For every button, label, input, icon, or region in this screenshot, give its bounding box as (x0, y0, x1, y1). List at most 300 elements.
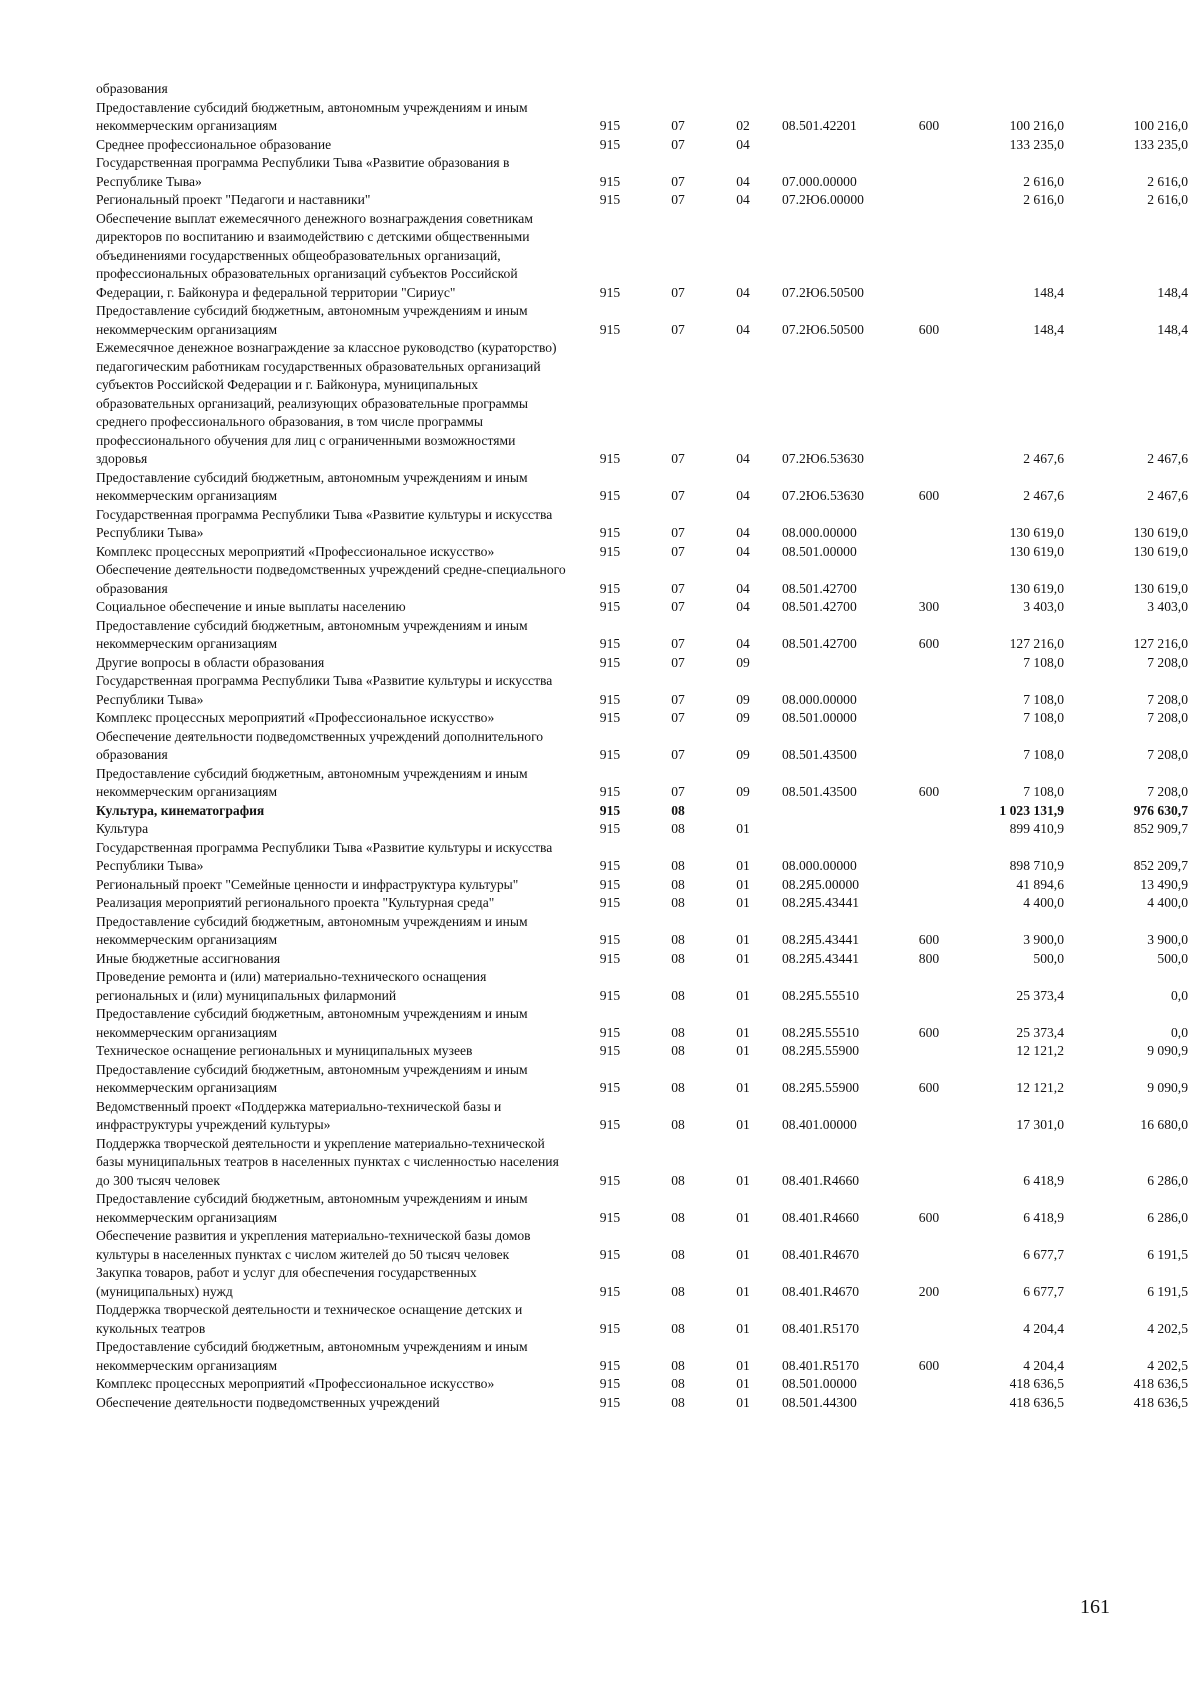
table-row (96, 968, 1188, 1005)
ved-code-cell: 915 (599, 691, 621, 707)
subsection-code-cell: 04 (736, 173, 750, 189)
sum-first-year-cell: 12 121,2 (1016, 1080, 1064, 1095)
sum-second-year-cell: 2 467,6 (1147, 488, 1188, 503)
ved-code-cell: 915 (599, 1357, 621, 1373)
section-code-cell: 07 (671, 321, 685, 337)
row-name-cell: Реализация мероприятий регионального проекта "Культурная среда" (96, 895, 495, 910)
table-row (96, 1338, 1188, 1375)
sum-first-year-cell: 3 900,0 (1023, 932, 1064, 947)
row-name-cell: Поддержка творческой деятельности и техническое оснащение детских и кукольных театров (96, 1302, 523, 1336)
section-code-cell: 08 (671, 1080, 685, 1095)
sum-first-year-cell: 130 619,0 (1009, 525, 1064, 540)
sum-first-year-cell: 3 403,0 (1023, 599, 1064, 614)
ved-code-cell: 915 (599, 747, 621, 762)
subsection-code-cell: 01 (736, 1080, 750, 1095)
sum-first-year-cell: 25 373,4 (1016, 1024, 1064, 1040)
sum-first-year-cell: 7 108,0 (1023, 784, 1064, 799)
sum-first-year-cell: 1 023 131,9 (999, 802, 1064, 818)
expense-type-cell: 600 (918, 932, 940, 947)
ved-code-cell: 915 (599, 1376, 621, 1391)
ved-code-cell: 915 (599, 932, 621, 947)
sum-first-year-cell: 6 418,9 (1023, 1209, 1064, 1225)
section-code-cell: 07 (671, 710, 685, 725)
table-row (96, 709, 1188, 728)
target-article-cell: 08.2Я5.43441 (782, 950, 860, 966)
ved-code-cell: 915 (599, 1209, 621, 1225)
subsection-code-cell: 04 (736, 525, 750, 540)
ved-code-cell: 915 (599, 895, 621, 910)
ved-code-cell: 915 (599, 173, 621, 189)
sum-first-year-cell: 418 636,5 (1009, 1394, 1064, 1410)
table-row (96, 820, 1188, 839)
sum-first-year-cell: 4 400,0 (1023, 895, 1064, 910)
table-row (96, 672, 1188, 709)
subsection-code-cell: 09 (736, 654, 750, 670)
ved-code-cell: 915 (599, 136, 621, 152)
row-name-cell: Обеспечение деятельности подведомственных учреждений средне-специального образования (96, 562, 566, 596)
sum-second-year-cell: 3 900,0 (1147, 932, 1188, 947)
row-name-cell: Поддержка творческой деятельности и укрепление материально-технической базы муниципальных театров в населенных пунктах с численностью населения до 300 тысяч человек (96, 1135, 559, 1188)
subsection-code-cell: 02 (736, 118, 750, 133)
subsection-code-cell: 04 (736, 136, 750, 152)
table-row (96, 1301, 1188, 1338)
target-article-cell: 08.2Я5.55900 (782, 1043, 860, 1058)
table-row (96, 1042, 1188, 1061)
row-name-cell: Предоставление субсидий бюджетным, автономным учреждениям и иным некоммерческим организациям (96, 1191, 528, 1225)
subsection-code-cell: 01 (736, 1024, 750, 1040)
sum-first-year-cell: 2 467,6 (1023, 488, 1064, 503)
table-row (96, 654, 1188, 673)
target-article-cell: 08.501.44300 (782, 1394, 857, 1410)
sum-first-year-cell: 130 619,0 (1009, 580, 1064, 596)
target-article-cell: 08.501.42700 (782, 636, 857, 651)
row-name-cell: Предоставление субсидий бюджетным, автономным учреждениям и иным некоммерческим организациям (96, 1339, 528, 1373)
table-row (96, 1394, 1188, 1413)
section-code-cell: 07 (671, 747, 685, 762)
table-row (96, 839, 1188, 876)
table-row (96, 506, 1188, 543)
target-article-cell: 08.2Я5.55510 (782, 1024, 860, 1040)
sum-first-year-cell: 17 301,0 (1016, 1117, 1064, 1132)
table-row (96, 339, 1188, 469)
section-code-cell: 08 (671, 802, 685, 818)
target-article-cell: 08.2Я5.55900 (782, 1080, 860, 1095)
sum-first-year-cell: 899 410,9 (1009, 821, 1064, 836)
ved-code-cell: 915 (599, 1043, 621, 1058)
subsection-code-cell: 01 (736, 1283, 750, 1299)
sum-second-year-cell: 500,0 (1157, 950, 1188, 966)
target-article-cell: 08.2Я5.00000 (782, 876, 860, 892)
section-code-cell: 07 (671, 192, 685, 207)
sum-first-year-cell: 25 373,4 (1016, 987, 1064, 1003)
target-article-cell: 07.000.00000 (782, 173, 857, 189)
subsection-code-cell: 01 (736, 1043, 750, 1058)
target-article-cell: 08.2Я5.43441 (782, 932, 860, 947)
budget-table (96, 80, 1188, 1412)
row-name-cell: Предоставление субсидий бюджетным, автономным учреждениям и иным некоммерческим организациям (96, 99, 528, 133)
sum-second-year-cell: 6 286,0 (1147, 1172, 1188, 1188)
table-row (96, 99, 1188, 136)
expense-type-cell: 600 (918, 321, 940, 337)
sum-first-year-cell: 2 616,0 (1023, 173, 1064, 189)
sum-second-year-cell: 418 636,5 (1133, 1376, 1188, 1391)
row-name-cell: Государственная программа Республики Тыва «Развитие образования в Республике Тыва» (96, 155, 510, 189)
section-code-cell: 07 (671, 173, 685, 189)
row-name-cell: Предоставление субсидий бюджетным, автономным учреждениям и иным некоммерческим организациям (96, 617, 528, 651)
table-row (96, 894, 1188, 913)
sum-first-year-cell: 12 121,2 (1016, 1043, 1064, 1058)
sum-second-year-cell: 148,4 (1157, 321, 1188, 337)
ved-code-cell: 915 (599, 950, 621, 966)
target-article-cell: 08.501.42700 (782, 599, 857, 614)
table-row (96, 1135, 1188, 1191)
table-row (96, 617, 1188, 654)
ved-code-cell: 915 (599, 451, 621, 466)
table-row (96, 950, 1188, 969)
section-code-cell: 08 (671, 1209, 685, 1225)
row-name-cell: Предоставление субсидий бюджетным, автономным учреждениям и иным некоммерческим организациям (96, 469, 528, 503)
table-row (96, 802, 1188, 821)
sum-second-year-cell: 127 216,0 (1133, 636, 1188, 651)
section-code-cell: 08 (671, 932, 685, 947)
expense-type-cell: 600 (918, 636, 940, 651)
page-number: 161 (1080, 1596, 1110, 1618)
table-row (96, 1005, 1188, 1042)
sum-second-year-cell: 852 909,7 (1133, 821, 1188, 836)
row-name-cell: Обеспечение деятельности подведомственных учреждений дополнительного образования (96, 728, 544, 762)
table-row (96, 913, 1188, 950)
ved-code-cell: 915 (599, 710, 621, 725)
sum-first-year-cell: 2 467,6 (1023, 451, 1064, 466)
expense-type-cell: 600 (918, 1357, 940, 1373)
row-name-cell: Предоставление субсидий бюджетным, автономным учреждениям и иным некоммерческим организациям (96, 1061, 528, 1095)
table-row (96, 561, 1188, 598)
table-row (96, 154, 1188, 191)
row-name-cell: Культура (96, 821, 149, 836)
sum-second-year-cell: 6 191,5 (1147, 1283, 1188, 1299)
section-code-cell: 08 (671, 1172, 685, 1188)
ved-code-cell: 915 (599, 321, 621, 337)
section-code-cell: 07 (671, 784, 685, 799)
row-name-cell: Государственная программа Республики Тыва «Развитие культуры и искусства Республики Тыва» (96, 673, 553, 707)
section-code-cell: 08 (671, 950, 685, 966)
row-name-cell: Ведомственный проект «Поддержка материально-технической базы и инфраструктуры учреждений культуры» (96, 1098, 502, 1132)
sum-first-year-cell: 6 677,7 (1023, 1283, 1064, 1299)
section-code-cell: 08 (671, 1024, 685, 1040)
sum-second-year-cell: 6 286,0 (1147, 1209, 1188, 1225)
target-article-cell: 08.501.43500 (782, 784, 857, 799)
sum-second-year-cell: 6 191,5 (1147, 1246, 1188, 1262)
sum-first-year-cell: 6 418,9 (1023, 1172, 1064, 1188)
sum-second-year-cell: 4 202,5 (1147, 1320, 1188, 1336)
section-code-cell: 08 (671, 821, 685, 836)
sum-first-year-cell: 2 616,0 (1023, 192, 1064, 207)
subsection-code-cell: 04 (736, 488, 750, 503)
ved-code-cell: 915 (599, 876, 621, 892)
section-code-cell: 08 (671, 987, 685, 1003)
sum-first-year-cell: 7 108,0 (1023, 654, 1064, 670)
expense-type-cell: 600 (918, 784, 940, 799)
target-article-cell: 08.501.00000 (782, 543, 857, 559)
table-row (96, 191, 1188, 210)
expense-type-cell: 600 (918, 1024, 940, 1040)
expense-type-cell: 600 (918, 118, 940, 133)
sum-second-year-cell: 418 636,5 (1133, 1394, 1188, 1410)
subsection-code-cell: 04 (736, 192, 750, 207)
target-article-cell: 08.401.R4670 (782, 1283, 860, 1299)
target-article-cell: 07.2Ю6.50500 (782, 321, 864, 337)
subsection-code-cell: 09 (736, 691, 750, 707)
row-name-cell: Техническое оснащение региональных и муниципальных музеев (96, 1043, 473, 1058)
table-row (96, 302, 1188, 339)
sum-second-year-cell: 4 400,0 (1147, 895, 1188, 910)
section-code-cell: 07 (671, 599, 685, 614)
sum-first-year-cell: 148,4 (1033, 284, 1064, 300)
table-row (96, 728, 1188, 765)
subsection-code-cell: 04 (736, 451, 750, 466)
sum-first-year-cell: 41 894,6 (1016, 876, 1064, 892)
sum-first-year-cell: 133 235,0 (1009, 136, 1064, 152)
sum-second-year-cell: 100 216,0 (1133, 118, 1188, 133)
sum-first-year-cell: 4 204,4 (1023, 1320, 1064, 1336)
row-name-cell: Среднее профессиональное образование (96, 136, 332, 152)
subsection-code-cell: 01 (736, 1209, 750, 1225)
ved-code-cell: 915 (599, 1172, 621, 1188)
subsection-code-cell: 01 (736, 1117, 750, 1132)
table-row (96, 598, 1188, 617)
sum-second-year-cell: 7 208,0 (1147, 747, 1188, 762)
subsection-code-cell: 09 (736, 710, 750, 725)
ved-code-cell: 915 (599, 987, 621, 1003)
section-code-cell: 08 (671, 876, 685, 892)
sum-second-year-cell: 130 619,0 (1133, 580, 1188, 596)
ved-code-cell: 915 (599, 1320, 621, 1336)
section-code-cell: 08 (671, 1283, 685, 1299)
target-article-cell: 08.401.R4660 (782, 1172, 860, 1188)
expense-type-cell: 600 (918, 1209, 940, 1225)
section-code-cell: 08 (671, 1117, 685, 1132)
table-row (96, 1264, 1188, 1301)
subsection-code-cell: 04 (736, 543, 750, 559)
section-code-cell: 08 (671, 1394, 685, 1410)
section-code-cell: 07 (671, 136, 685, 152)
expense-type-cell: 600 (918, 488, 940, 503)
sum-first-year-cell: 6 677,7 (1023, 1246, 1064, 1262)
sum-first-year-cell: 898 710,9 (1009, 858, 1064, 873)
subsection-code-cell: 01 (736, 1394, 750, 1410)
table-row (96, 210, 1188, 303)
ved-code-cell: 915 (599, 599, 621, 614)
sum-first-year-cell: 7 108,0 (1023, 747, 1064, 762)
target-article-cell: 08.401.R5170 (782, 1357, 860, 1373)
ved-code-cell: 915 (599, 1117, 621, 1132)
expense-type-cell: 800 (918, 950, 940, 966)
sum-first-year-cell: 418 636,5 (1009, 1376, 1064, 1391)
section-code-cell: 07 (671, 525, 685, 540)
table-row (96, 1061, 1188, 1098)
ved-code-cell: 915 (599, 1080, 621, 1095)
ved-code-cell: 915 (599, 636, 621, 651)
ved-code-cell: 915 (599, 1246, 621, 1262)
row-name-cell: Комплекс процессных мероприятий «Профессиональное искусство» (96, 543, 495, 559)
subsection-code-cell: 01 (736, 1376, 750, 1391)
sum-second-year-cell: 0,0 (1171, 1024, 1188, 1040)
subsection-code-cell: 01 (736, 1320, 750, 1336)
subsection-code-cell: 04 (736, 580, 750, 596)
ved-code-cell: 915 (599, 1283, 621, 1299)
ved-code-cell: 915 (599, 580, 621, 596)
section-code-cell: 08 (671, 1043, 685, 1058)
row-name-cell: Социальное обеспечение и иные выплаты населению (96, 599, 406, 614)
subsection-code-cell: 01 (736, 895, 750, 910)
sum-second-year-cell: 0,0 (1171, 987, 1188, 1003)
target-article-cell: 08.000.00000 (782, 691, 857, 707)
subsection-code-cell: 04 (736, 321, 750, 337)
section-code-cell: 07 (671, 691, 685, 707)
sum-second-year-cell: 7 208,0 (1147, 691, 1188, 707)
sum-first-year-cell: 148,4 (1033, 321, 1064, 337)
section-code-cell: 08 (671, 1376, 685, 1391)
subsection-code-cell: 01 (736, 987, 750, 1003)
sum-second-year-cell: 148,4 (1157, 284, 1188, 300)
sum-first-year-cell: 100 216,0 (1009, 118, 1064, 133)
subsection-code-cell: 01 (736, 876, 750, 892)
row-name-cell: Проведение ремонта и (или) материально-технического оснащения региональных и (или) муниципальных филармоний (96, 969, 487, 1003)
subsection-code-cell: 04 (736, 284, 750, 300)
table-row (96, 876, 1188, 895)
sum-second-year-cell: 133 235,0 (1133, 136, 1188, 152)
subsection-code-cell: 01 (736, 950, 750, 966)
row-name-cell: Государственная программа Республики Тыва «Развитие культуры и искусства Республики Тыва» (96, 506, 553, 540)
section-code-cell: 07 (671, 543, 685, 559)
subsection-code-cell: 01 (736, 932, 750, 947)
sum-second-year-cell: 976 630,7 (1133, 802, 1188, 818)
section-code-cell: 07 (671, 580, 685, 596)
sum-second-year-cell: 2 616,0 (1147, 173, 1188, 189)
row-name-cell: Предоставление субсидий бюджетным, автономным учреждениям и иным некоммерческим организациям (96, 303, 528, 337)
expense-type-cell: 600 (918, 1080, 940, 1095)
sum-second-year-cell: 2 616,0 (1147, 192, 1188, 207)
sum-second-year-cell: 130 619,0 (1133, 543, 1188, 559)
ved-code-cell: 915 (599, 1394, 621, 1410)
table-row (96, 136, 1188, 155)
row-name-cell: Обеспечение деятельности подведомственных учреждений (96, 1394, 440, 1410)
sum-second-year-cell: 852 209,7 (1133, 858, 1188, 873)
expense-type-cell: 300 (918, 599, 940, 614)
ved-code-cell: 915 (599, 284, 621, 300)
target-article-cell: 08.401.R4670 (782, 1246, 860, 1262)
section-code-cell: 07 (671, 284, 685, 300)
subsection-code-cell: 01 (736, 821, 750, 836)
subsection-code-cell: 01 (736, 1357, 750, 1373)
sum-first-year-cell: 127 216,0 (1009, 636, 1064, 651)
ved-code-cell: 915 (599, 543, 621, 559)
row-name-cell: Обеспечение развития и укрепления материально-технической базы домов культуры в населенных пунктах с числом жителей до 50 тысяч человек (96, 1228, 531, 1262)
ved-code-cell: 915 (599, 821, 621, 836)
target-article-cell: 07.2Ю6.00000 (782, 192, 864, 207)
row-name-cell: Закупка товаров, работ и услуг для обеспечения государственных (муниципальных) нужд (96, 1265, 477, 1299)
subsection-code-cell: 01 (736, 1172, 750, 1188)
target-article-cell: 08.2Я5.43441 (782, 895, 860, 910)
row-name-cell: Предоставление субсидий бюджетным, автономным учреждениям и иным некоммерческим организациям (96, 765, 528, 799)
table-row (96, 543, 1188, 562)
sum-second-year-cell: 2 467,6 (1147, 451, 1188, 466)
subsection-code-cell: 01 (736, 858, 750, 873)
row-name-cell: Культура, кинематография (96, 802, 265, 818)
target-article-cell: 08.501.00000 (782, 1376, 857, 1391)
section-code-cell: 07 (671, 654, 685, 670)
row-name-cell: Комплекс процессных мероприятий «Профессиональное искусство» (96, 1376, 495, 1391)
sum-second-year-cell: 13 490,9 (1140, 876, 1188, 892)
target-article-cell: 08.401.R4660 (782, 1209, 860, 1225)
section-code-cell: 08 (671, 1246, 685, 1262)
target-article-cell: 08.501.42700 (782, 580, 857, 596)
sum-second-year-cell: 7 208,0 (1147, 784, 1188, 799)
sum-second-year-cell: 130 619,0 (1133, 525, 1188, 540)
subsection-code-cell: 09 (736, 747, 750, 762)
section-code-cell: 08 (671, 1357, 685, 1373)
target-article-cell: 07.2Ю6.53630 (782, 488, 864, 503)
target-article-cell: 08.501.42201 (782, 118, 857, 133)
table-row (96, 1227, 1188, 1264)
table-row (96, 1375, 1188, 1394)
ved-code-cell: 915 (599, 192, 621, 207)
target-article-cell: 07.2Ю6.53630 (782, 451, 864, 466)
table-row (96, 1098, 1188, 1135)
subsection-code-cell: 09 (736, 784, 750, 799)
section-code-cell: 07 (671, 451, 685, 466)
row-name-cell: Региональный проект "Педагоги и наставники" (96, 192, 371, 207)
ved-code-cell: 915 (599, 525, 621, 540)
target-article-cell: 08.2Я5.55510 (782, 987, 860, 1003)
ved-code-cell: 915 (599, 488, 621, 503)
ved-code-cell: 915 (599, 654, 621, 670)
target-article-cell: 07.2Ю6.50500 (782, 284, 864, 300)
ved-code-cell: 915 (599, 784, 621, 799)
subsection-code-cell: 04 (736, 599, 750, 614)
table-row (96, 469, 1188, 506)
sum-second-year-cell: 7 208,0 (1147, 710, 1188, 725)
target-article-cell: 08.401.00000 (782, 1117, 857, 1132)
subsection-code-cell: 04 (736, 636, 750, 651)
sum-second-year-cell: 9 090,9 (1147, 1043, 1188, 1058)
table-row (96, 80, 1156, 99)
section-code-cell: 08 (671, 895, 685, 910)
row-name-cell: Иные бюджетные ассигнования (96, 950, 281, 966)
sum-second-year-cell: 7 208,0 (1147, 654, 1188, 670)
sum-first-year-cell: 4 204,4 (1023, 1357, 1064, 1373)
section-code-cell: 08 (671, 1320, 685, 1336)
sum-first-year-cell: 130 619,0 (1009, 543, 1064, 559)
sum-first-year-cell: 7 108,0 (1023, 691, 1064, 707)
ved-code-cell: 915 (599, 118, 621, 133)
sum-second-year-cell: 16 680,0 (1140, 1117, 1188, 1132)
row-name-cell: Государственная программа Республики Тыва «Развитие культуры и искусства Республики Тыва» (96, 839, 553, 873)
ved-code-cell: 915 (599, 858, 621, 873)
row-name-cell: Предоставление субсидий бюджетным, автономным учреждениям и иным некоммерческим организациям (96, 1006, 528, 1040)
section-code-cell: 08 (671, 858, 685, 873)
target-article-cell: 08.000.00000 (782, 525, 857, 540)
row-name-cell: образования (96, 81, 168, 96)
ved-code-cell: 915 (599, 1024, 621, 1040)
sum-first-year-cell: 7 108,0 (1023, 710, 1064, 725)
row-name-cell: Другие вопросы в области образования (96, 654, 325, 670)
ved-code-cell: 915 (599, 802, 621, 818)
row-name-cell: Комплекс процессных мероприятий «Профессиональное искусство» (96, 710, 495, 725)
sum-second-year-cell: 4 202,5 (1147, 1357, 1188, 1373)
sum-second-year-cell: 3 403,0 (1147, 599, 1188, 614)
target-article-cell: 08.501.43500 (782, 747, 857, 762)
